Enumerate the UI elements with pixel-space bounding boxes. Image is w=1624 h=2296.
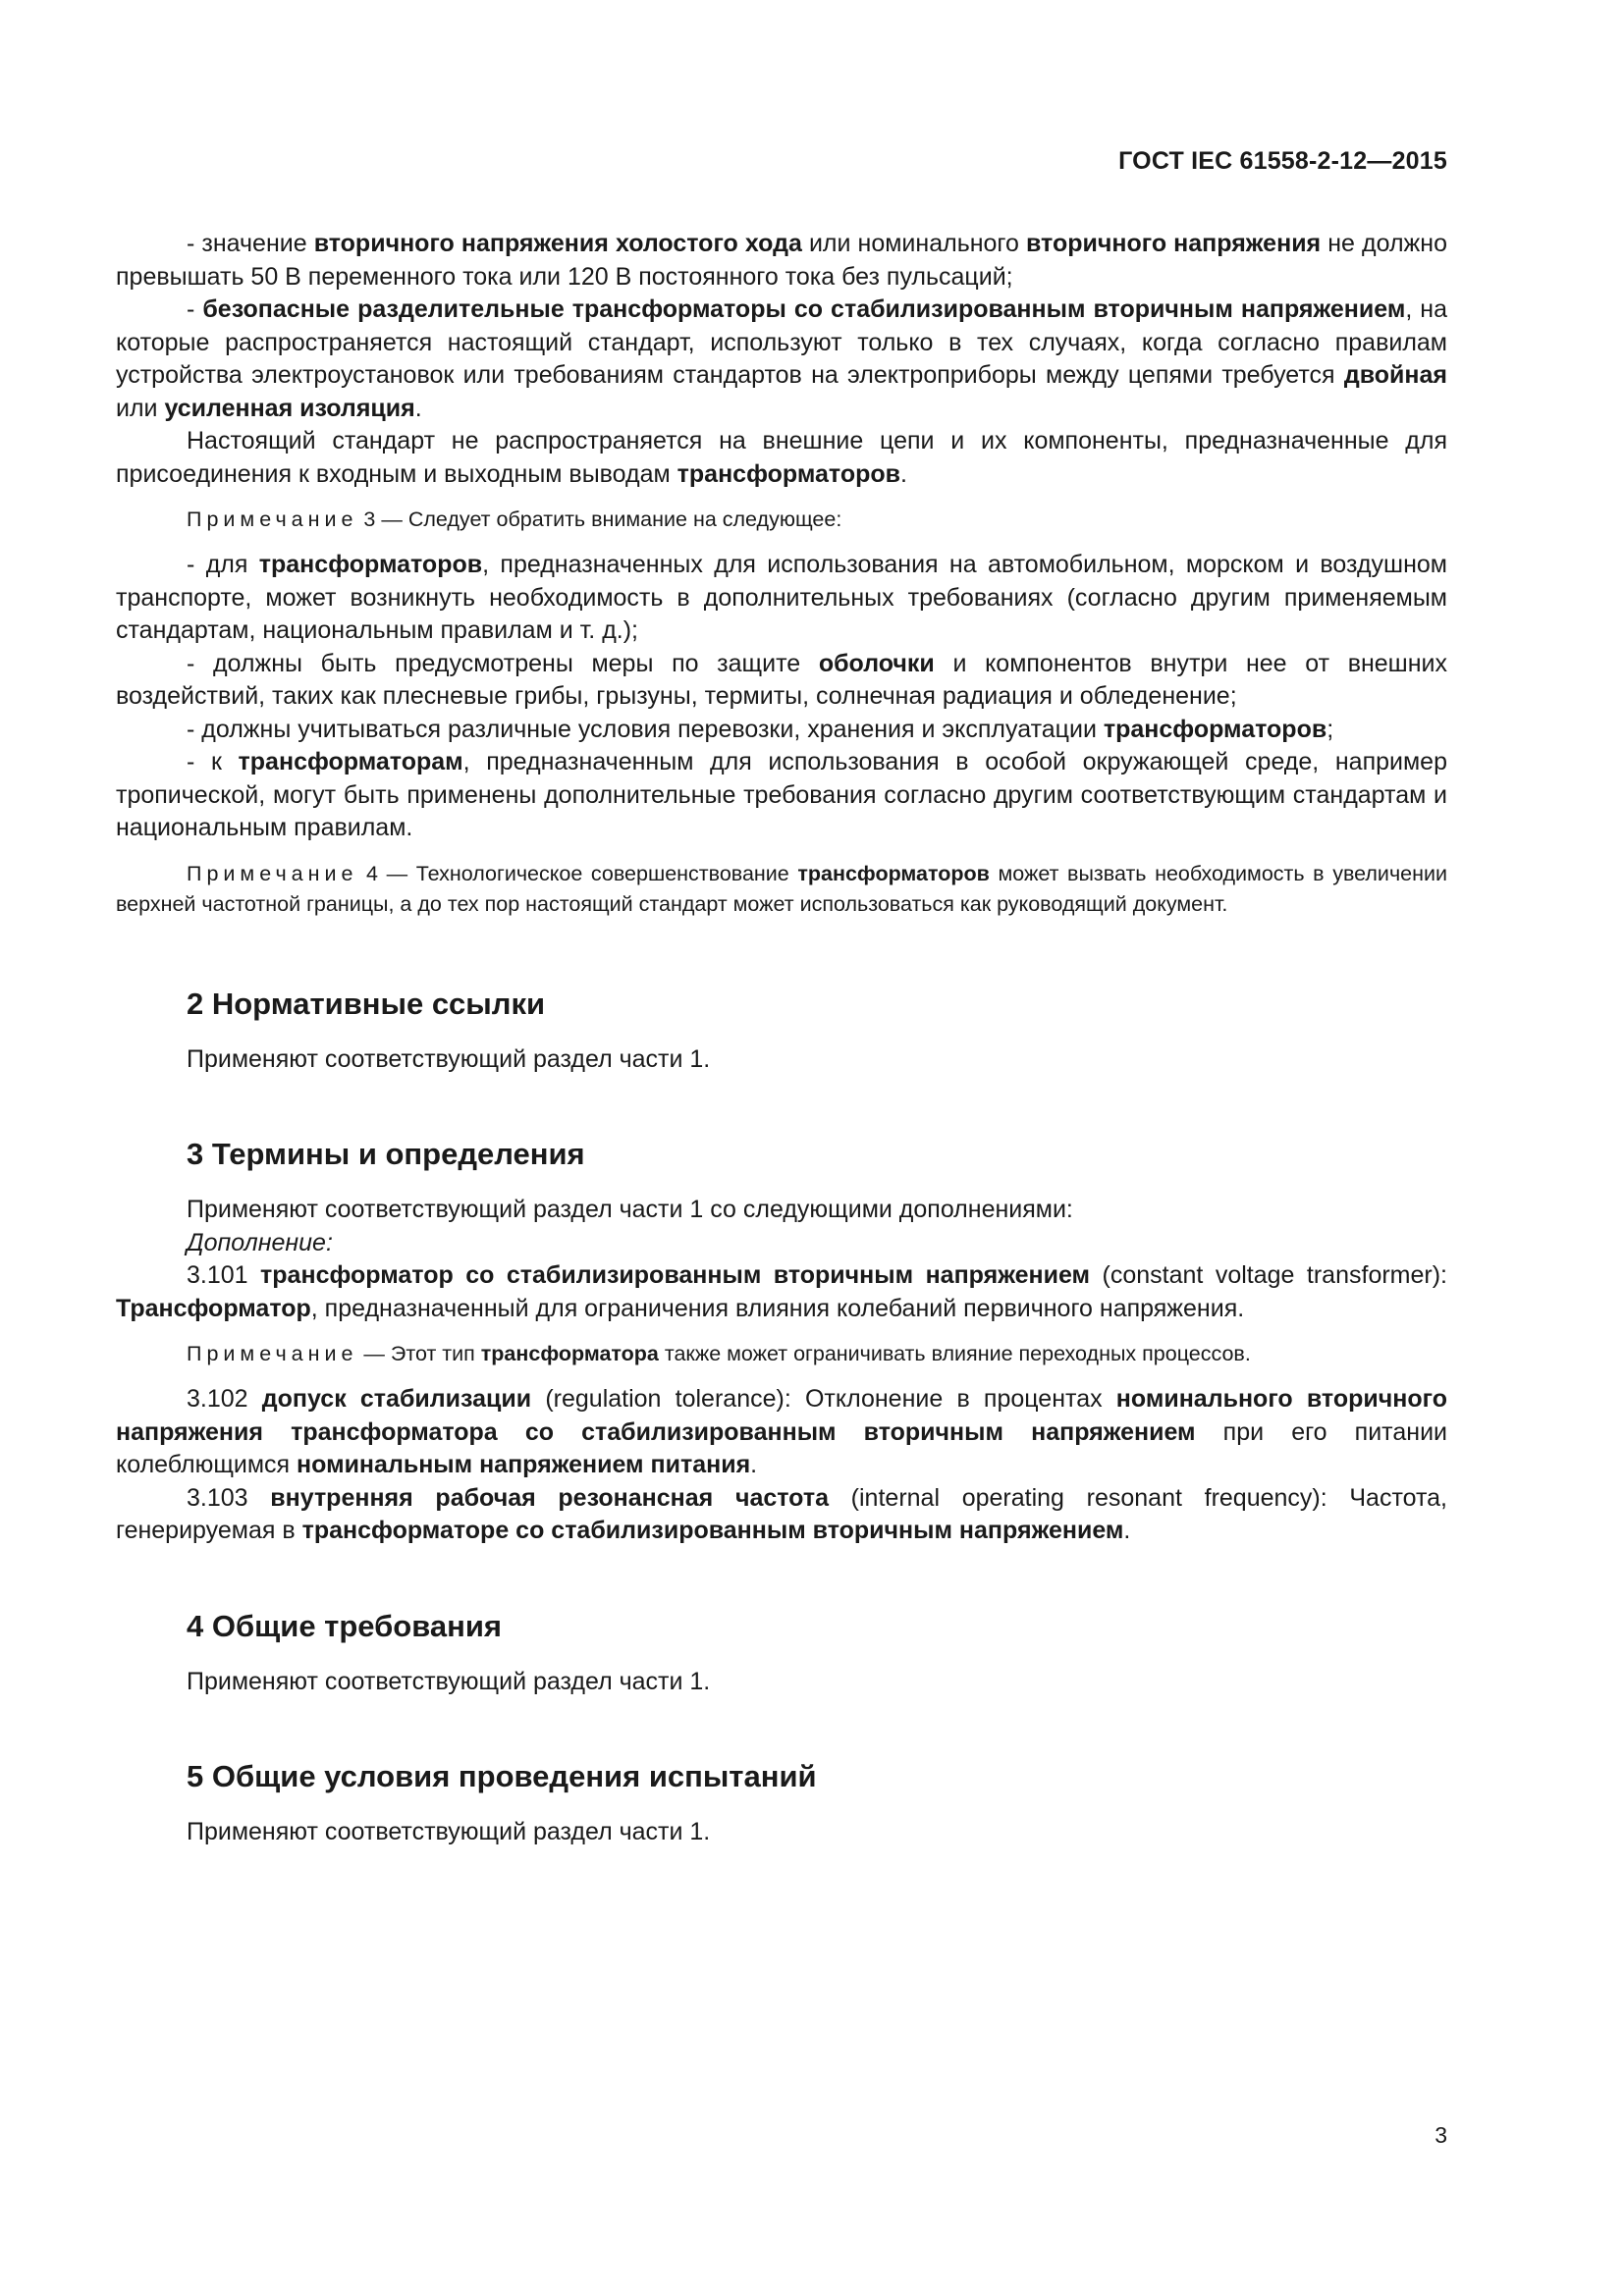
note3-item: - к трансформаторам, предназначенным для использования в особой окружающей среде, например тропической, могут быть применены дополнительные требования согласно другим соответствующим стандартам и национальным правилам. <box>116 748 1447 841</box>
note-4: Примечание 4 — Технологическое совершенствование трансформаторов может вызвать необходимость в увеличении верхней частотной границы, а до тех пор настоящий стандарт может использоваться как руководящий документ. <box>116 861 1447 916</box>
scope-paragraph: Настоящий стандарт не распространяется на внешние цепи и их компоненты, предназначенные для присоединения к входным и выходным выводам трансформаторов. <box>116 427 1447 488</box>
section-5-text: Применяют соответствующий раздел части 1. <box>187 1818 711 1845</box>
note3-item: - должны учитываться различные условия перевозки, хранения и эксплуатации трансформаторов; <box>187 715 1334 743</box>
section-4-title: 4 Общие требования <box>187 1608 502 1643</box>
note3-item: - должны быть предусмотрены меры по защите оболочки и компонентов внутри нее от внешних воздействий, таких как плесневые грибы, грызуны, термиты, солнечная радиация и обледенение; <box>116 649 1448 710</box>
document-body <box>116 228 1447 1849</box>
section-4-text: Применяют соответствующий раздел части 1. <box>187 1667 711 1695</box>
term-3-102: 3.102 допуск стабилизации (regulation tolerance): Отклонение в процентах номинального вторичного напряжения трансформатора со стабилизированным вторичным напряжением при его питании колеблющимся номинальным напряжением питания. <box>116 1385 1447 1478</box>
section-5-title: 5 Общие условия проведения испытаний <box>187 1759 817 1793</box>
term-note: Примечание — Этот тип трансформатора также может ограничивать влияние переходных процессов. <box>187 1342 1251 1365</box>
bullet-secondary-voltage: - значение вторичного напряжения холостого хода или номинального вторичного напряжения не должно превышать 50 В переменного тока или 120 В постоянного тока без пульсаций; <box>116 230 1447 291</box>
term-3-101: 3.101 трансформатор со стабилизированным вторичным напряжением (constant voltage transformer): Трансформатор, предназначенный для ограничения влияния колебаний первичного напряжения. <box>116 1261 1447 1322</box>
bullet-safety-transformers: - безопасные разделительные трансформаторы со стабилизированным вторичным напряжением, на которые распространяется настоящий стандарт, используют только в тех случаях, когда согласно правилам устройства электроустановок или требованиям стандартов на электроприборы между цепями требуется двойная или усиленная изоляция. <box>116 295 1447 422</box>
note-3: Примечание 3 — Следует обратить внимание на следующее: <box>187 507 842 531</box>
section-3-addition-label: Дополнение: <box>187 1228 333 1256</box>
doc-header: ГОСТ IEC 61558-2-12—2015 <box>1118 147 1447 175</box>
section-2-title: 2 Нормативные ссылки <box>187 986 546 1021</box>
section-3-title: 3 Термины и определения <box>187 1137 585 1171</box>
note3-item: - для трансформаторов, предназначенных для использования на автомобильном, морском и воздушном транспорте, может возникнуть необходимость в дополнительных требованиях (согласно другим применяемым стандартам, национальным правилам и т. д.); <box>116 551 1447 644</box>
section-2-text: Применяют соответствующий раздел части 1. <box>187 1044 711 1073</box>
page-number: 3 <box>1435 2122 1447 2148</box>
term-3-103: 3.103 внутренняя рабочая резонансная частота (internal operating resonant frequency): Частота, генерируемая в трансформаторе со стабилизированным вторичным напряжением. <box>116 1483 1447 1544</box>
section-3-intro: Применяют соответствующий раздел части 1 со следующими дополнениями: <box>187 1196 1073 1223</box>
